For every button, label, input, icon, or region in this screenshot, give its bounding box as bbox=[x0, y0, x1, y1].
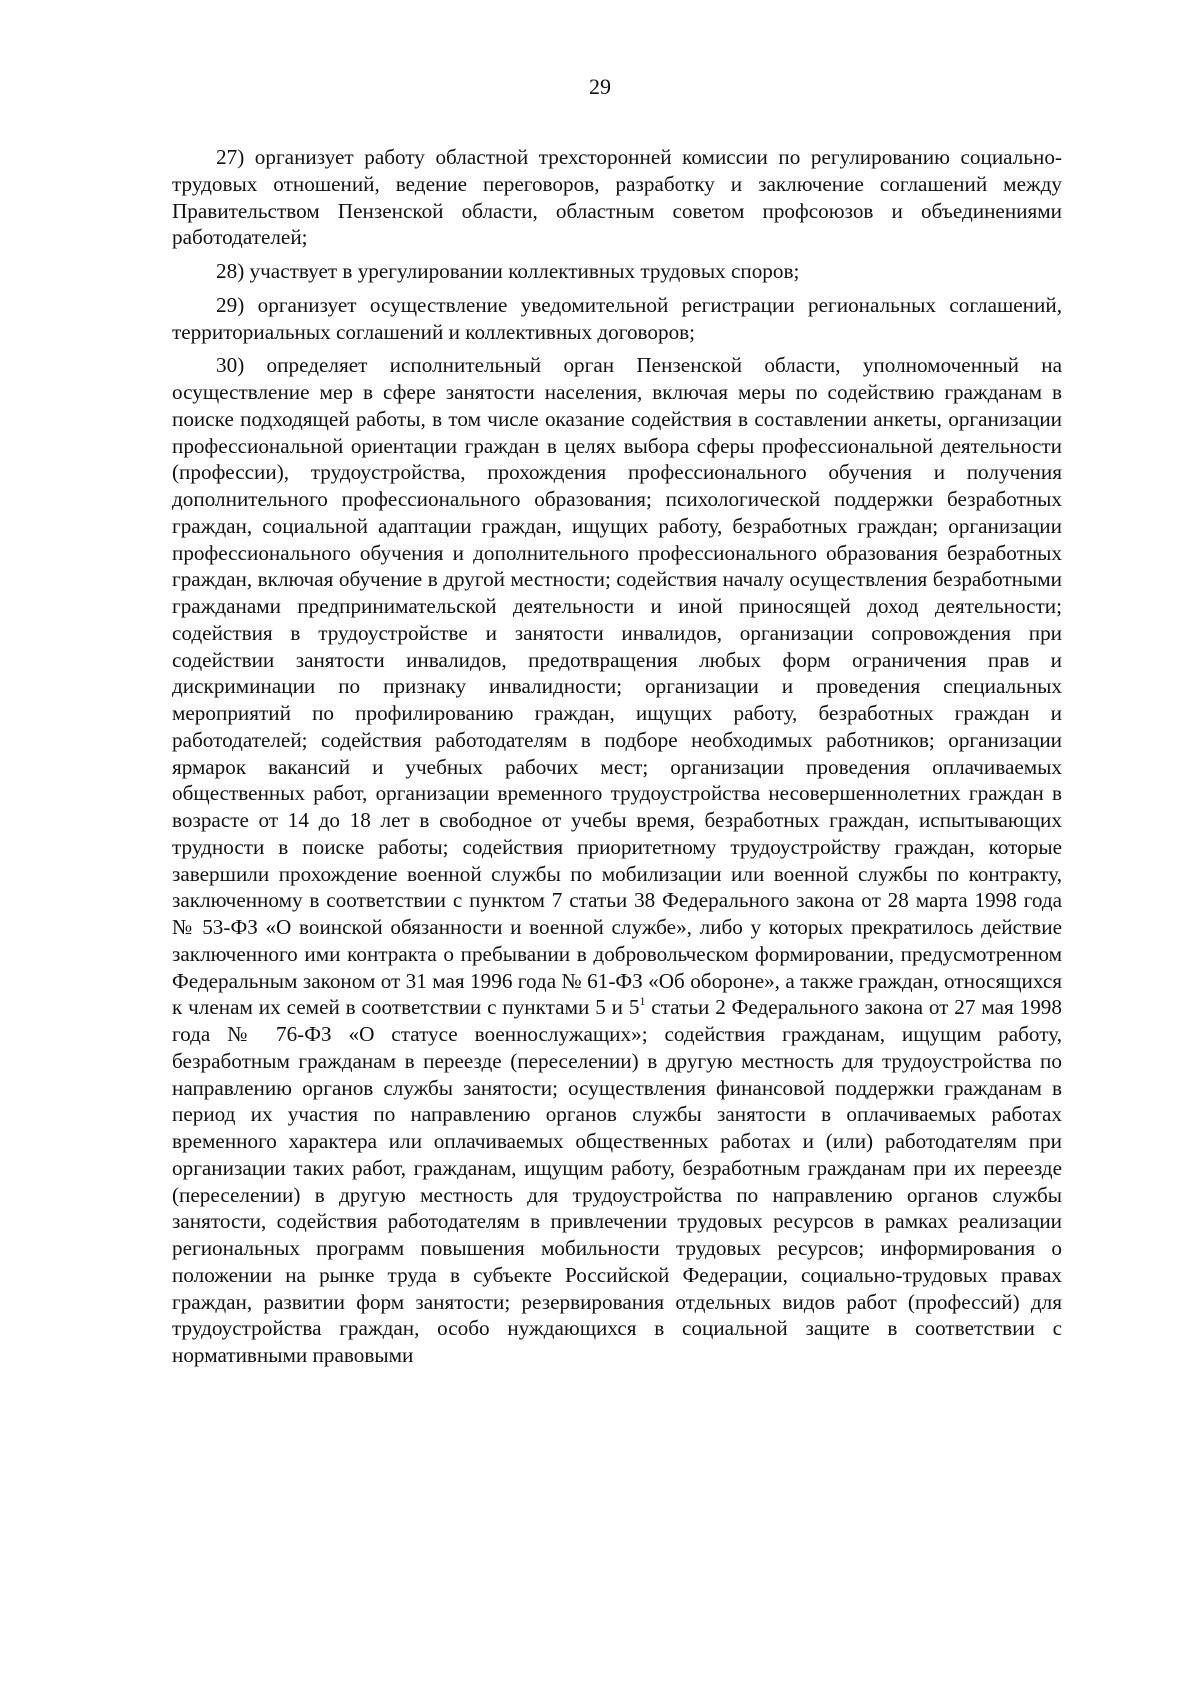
document-body bbox=[172, 144, 1062, 1369]
page-number: 29 bbox=[589, 74, 611, 99]
paragraph-30-text-part-2: статьи 2 Федерального закона от 27 мая 1998 года № 76-ФЗ «О статусе военнослужащих»; содействия гражданам, ищущим работу, безработным гражданам в переезде (переселении) в другую местность для трудоустройства по направлению органов службы занятости; осуществления финансовой поддержки гражданам в период их участия по направлению органов службы занятости в оплачиваемых работах временного характера или оплачиваемых общественных работах и (или) работодателям при организации таких работ, гражданам, ищущим работу, безработным гражданам при их переезде (переселении) в другую местность для трудоустройства по направлению органов службы занятости, содействия работодателям в привлечении трудовых ресурсов в рамках реализации региональных программ повышения мобильности трудовых ресурсов; информирования о положении на рынке труда в субъекте Российской Федерации, социально-трудовых правах граждан, развитии форм занятости; резервирования отдельных видов работ (профессий) для трудоустройства граждан, особо нуждающихся в социальной защите в соответствии с нормативными правовыми bbox=[172, 995, 1062, 1367]
superscript-footnote-mark: 1 bbox=[639, 994, 646, 1009]
paragraph-item-28: 28) участвует в урегулировании коллективных трудовых споров; bbox=[216, 259, 800, 283]
paragraph-item-29: 29) организует осуществление уведомительной регистрации региональных соглашений, территориальных соглашений и коллективных договоров; bbox=[172, 292, 1062, 344]
paragraph-item-30 bbox=[172, 352, 1062, 1369]
paragraph-item-27: 27) организует работу областной трехсторонней комиссии по регулированию социально-трудовых отношений, ведение переговоров, разработку и заключение соглашений между Правительством Пензенской области, областным советом профсоюзов и объединениями работодателей; bbox=[172, 145, 1062, 250]
paragraph-30-text-part-1: 30) определяет исполнительный орган Пензенской области, уполномоченный на осуществление мер в сфере занятости населения, включая меры по содействию гражданам в поиске подходящей работы, в том числе оказание содействия в составлении анкеты, организации профессиональной ориентации граждан в целях выбора сферы профессиональной деятельности (профессии), трудоустройства, прохождения профессионального обучения и получения дополнительного профессионального образования; психологической поддержки безработных граждан, социальной адаптации граждан, ищущих работу, безработных граждан; организации профессионального обучения и дополнительного профессионального образования безработных граждан, включая обучение в другой местности; содействия началу осуществления безработными гражданами предпринимательской деятельности и иной приносящей доход деятельности; содействия в трудоустройстве и занятости инвалидов, организации сопровождения при содействии занятости инвалидов, предотвращения любых форм ограничения прав и дискриминации по признаку инвалидности; организации и проведения специальных мероприятий по профилированию граждан, ищущих работу, безработных граждан и работодателей; содействия работодателям в подборе необходимых работников; организации ярмарок вакансий и учебных рабочих мест; организации проведения оплачиваемых общественных работ, организации временного трудоустройства несовершеннолетних граждан в возрасте от 14 до 18 лет в свободное от учебы время, безработных граждан, испытывающих трудности в поиске работы; содействия приоритетному трудоустройству граждан, которые завершили прохождение военной службы по мобилизации или военной службы по контракту, заключенному в соответствии с пунктом 7 статьи 38 Федерального закона от 28 марта 1998 года № 53-ФЗ «О воинской обязанности и военной службе», либо у которых прекратилось действие заключенного ими контракта о пребывании в добровольческом формировании, предусмотренном Федеральным законом от 31 мая 1996 года № 61-ФЗ «Об обороне», а также граждан, относящихся к членам их семей в соответствии с пунктами 5 и 5 bbox=[172, 353, 1062, 1020]
